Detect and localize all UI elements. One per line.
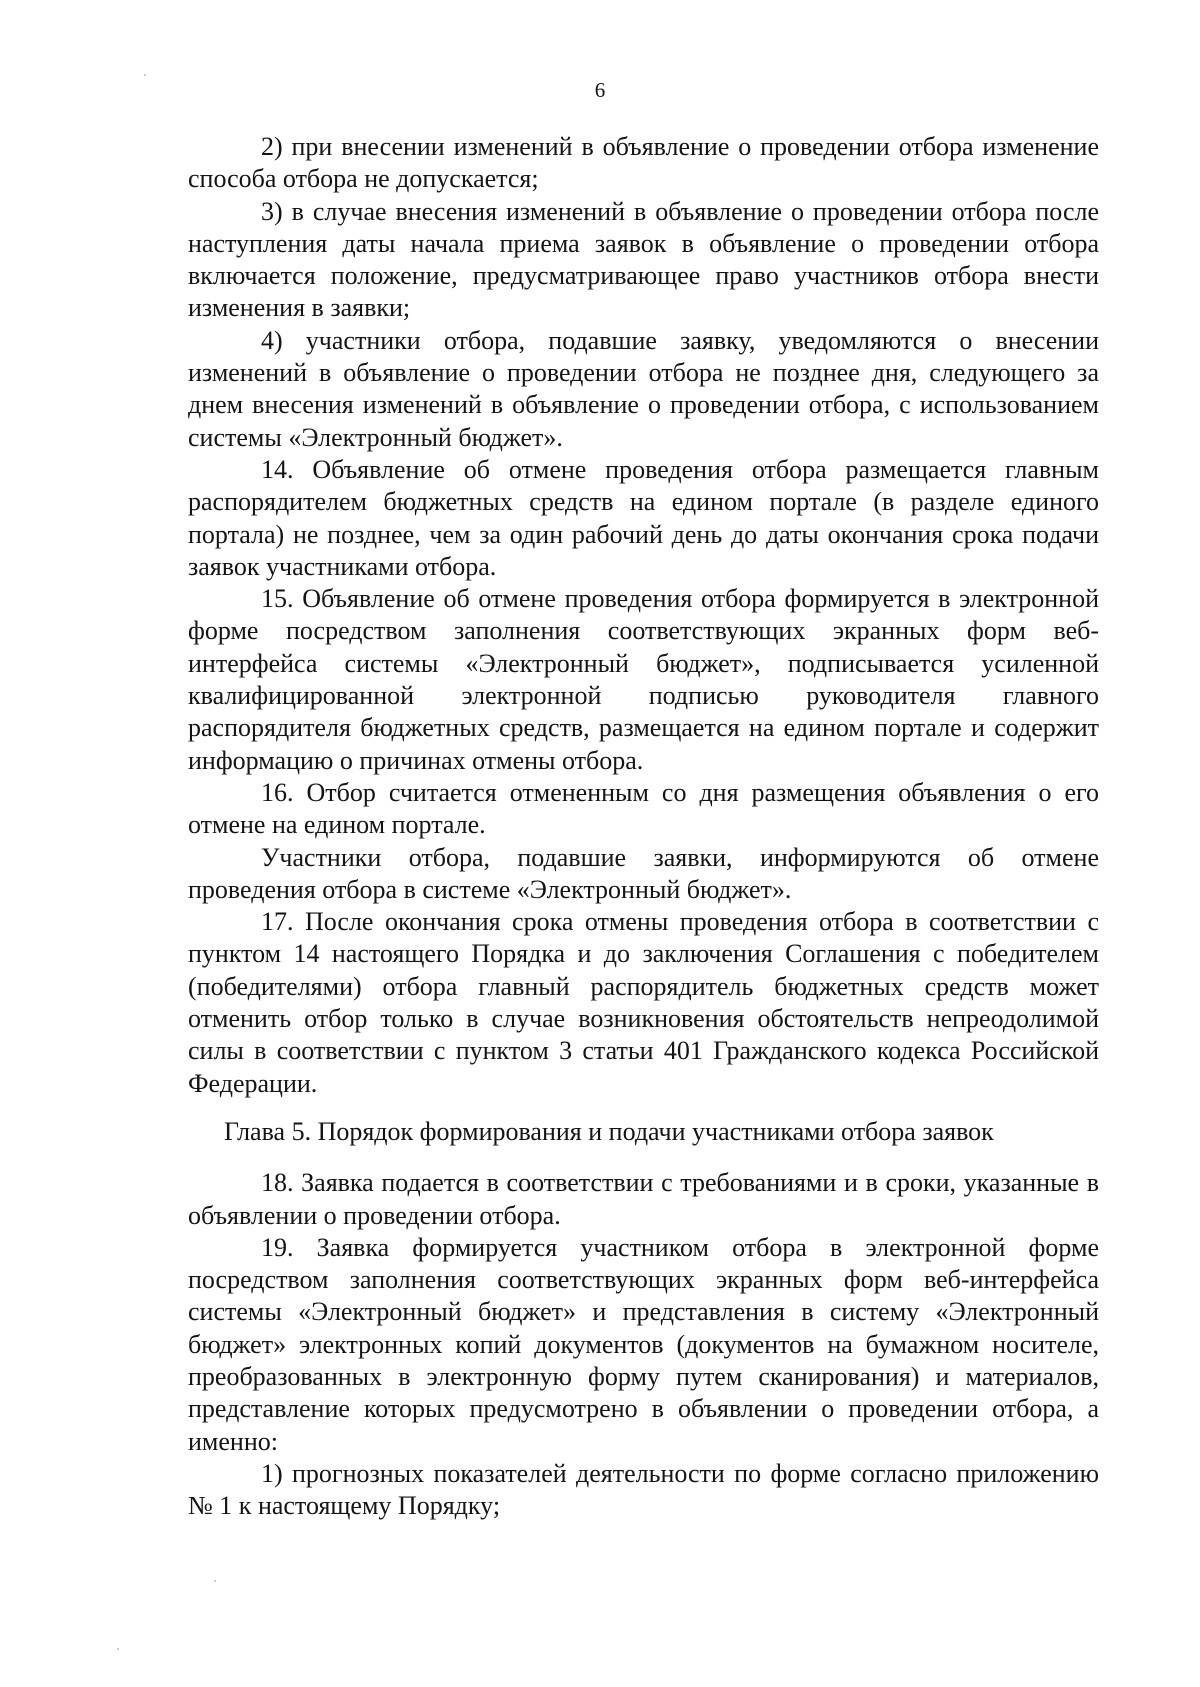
- paragraph-clause-18: 18. Заявка подается в соответствии с требованиями и в сроки, указанные в объявлении о проведении отбора.: [188, 1168, 1099, 1230]
- page-number: 6: [594, 78, 606, 102]
- scan-speck: [214, 1580, 216, 1582]
- scan-speck: [117, 1648, 119, 1650]
- document-body: [188, 131, 1099, 1522]
- chapter-heading: Глава 5. Порядок формирования и подачи участниками отбора заявок: [224, 1116, 994, 1146]
- paragraph-item-3: 3) в случае внесения изменений в объявление о проведении отбора после наступления даты начала приема заявок в объявление о проведении отбора включается положение, предусматривающее право участников отбора внести изменения в заявки;: [188, 196, 1099, 323]
- paragraph-item-4: 4) участники отбора, подавшие заявку, уведомляются о внесении изменений в объявление о проведении отбора не позднее дня, следующего за днем внесения изменений в объявление о проведении отбора, с использованием системы «Электронный бюджет».: [188, 325, 1099, 452]
- paragraph-clause-19: 19. Заявка формируется участником отбора в электронной форме посредством заполнения соответствующих экранных форм веб-интерфейса системы «Электронный бюджет» и представления в систему «Электронный бюджет» электронных копий документов (документов на бумажном носителе, преобразованных в электронную форму путем сканирования) и материалов, представление которых предусмотрено в объявлении о проведении отбора, а именно:: [188, 1232, 1099, 1456]
- scan-speck: [144, 74, 146, 76]
- paragraph-item-2: 2) при внесении изменений в объявление о проведении отбора изменение способа отбора не допускается;: [188, 132, 1099, 194]
- paragraph-subitem-1: 1) прогнозных показателей деятельности по форме согласно приложению № 1 к настоящему Порядку;: [188, 1458, 1099, 1521]
- paragraph-clause-16: 16. Отбор считается отмененным со дня размещения объявления о его отмене на едином портале.: [188, 777, 1099, 840]
- paragraph-participants-notice: Участники отбора, подавшие заявки, информируются об отмене проведения отбора в системе «Электронный бюджет».: [188, 842, 1099, 904]
- paragraph-clause-14: 14. Объявление об отмене проведения отбора размещается главным распорядителем бюджетных средств на едином портале (в разделе единого портала) не позднее, чем за один рабочий день до даты окончания срока подачи заявок участниками отбора.: [188, 454, 1099, 581]
- paragraph-clause-15: 15. Объявление об отмене проведения отбора формируется в электронной форме посредством заполнения соответствующих экранных форм веб-интерфейса системы «Электронный бюджет», подписывается усиленной квалифицированной электронной подписью руководителя главного распорядителя бюджетных средств, размещается на едином портале и содержит информацию о причинах отмены отбора.: [188, 584, 1099, 775]
- paragraph-clause-17: 17. После окончания срока отмены проведения отбора в соответствии с пунктом 14 настоящего Порядка и до заключения Соглашения с победителем (победителями) отбора главный распорядитель бюджетных средств может отменить отбор только в случае возникновения обстоятельств непреодолимой силы в соответствии с пунктом 3 статьи 401 Гражданского кодекса Российской Федерации.: [188, 907, 1099, 1098]
